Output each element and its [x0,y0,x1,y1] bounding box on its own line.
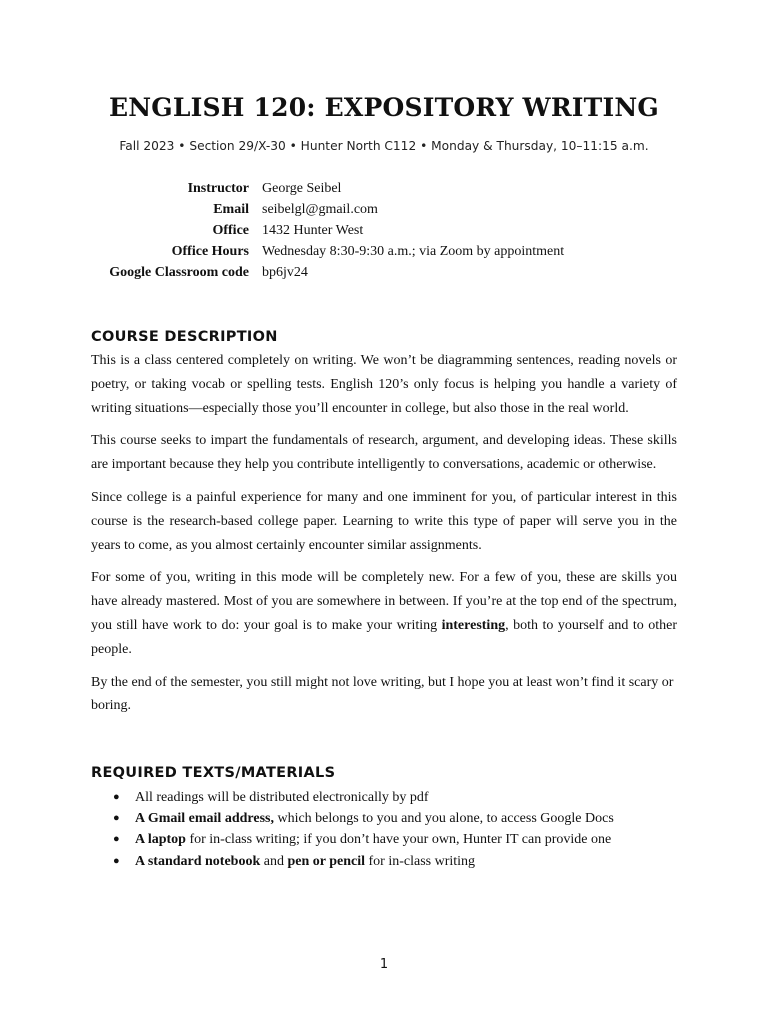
bullet-icon: ● [113,812,120,825]
list-item-bold: pen or pencil [287,853,366,869]
course-description-heading: COURSE DESCRIPTION [91,329,278,345]
required-texts-heading: REQUIRED TEXTS/MATERIALS [91,765,336,781]
info-label: Office [212,223,249,238]
info-row-classroom-code [0,262,564,283]
list-item-text: and [260,853,288,869]
instructor-info-table [0,178,564,283]
info-value: 1432 Hunter West [262,223,364,238]
list-item [113,787,614,808]
bullet-icon: ● [113,854,120,867]
bullet-icon: ● [113,833,120,846]
list-item-text: which belongs to you and you alone, to access Google Docs [273,811,614,827]
info-value: seibelgl@gmail.com [262,202,378,217]
description-paragraph-4 [91,566,677,661]
document-title: ENGLISH 120: EXPOSITORY WRITING [109,93,659,122]
info-value: George Seibel [262,181,342,196]
info-row-instructor [0,178,564,199]
list-item-text: for in-class writing [365,853,476,869]
info-label: Instructor [187,181,249,196]
list-item [113,851,614,872]
list-item-text: All readings will be distributed electronically by pdf [135,790,429,805]
list-item-text: for in-class writing; if you don’t have your own, Hunter IT can provide one [185,832,612,848]
description-paragraph-3: Since college is a painful experience for many and one imminent for you, of particular interest in this course is the research-based college paper. Learning to write this type of paper will serve you in the years to come, as you almost certainly encounter similar assignments. [91,489,677,553]
course-subtitle: Fall 2023 • Section 29/X-30 • Hunter North C112 • Monday & Thursday, 10–11:15 a.m. [119,139,649,153]
description-paragraph-2: This course seeks to impart the fundamentals of research, argument, and developing ideas. These skills are important because they help you contribute intelligently to conversations, academic or otherwise. [91,433,677,473]
list-item-bold: A standard notebook [135,853,261,869]
description-paragraph-5: By the end of the semester, you still might not love writing, but I hope you at least won’t find it scary or boring. [91,674,674,714]
list-item [113,829,614,850]
list-item-bold: A laptop [135,832,186,848]
info-label: Office Hours [171,244,249,259]
info-row-office-hours [0,241,564,262]
bullet-icon: ● [113,791,120,803]
materials-list [113,787,614,872]
info-value: bp6jv24 [262,265,308,280]
info-value: Wednesday 8:30-9:30 a.m.; via Zoom by appointment [262,244,565,259]
description-paragraph-1: This is a class centered completely on writing. We won’t be diagramming sentences, reading novels or poetry, or taking vocab or spelling tests. English 120’s only focus is helping you handle a variety of writing situations—especially those you’ll encounter in college, but also those in the real world. [91,353,677,416]
course-description-body [91,349,677,727]
paragraph-text: For some of you, writing in this mode will be completely new. For a few of you, these are skills you have already mastered. Most of you are somewhere in between. If you’re at the top end of the spectrum, you still have work to do: your goal is to make your writing [91,570,677,633]
info-row-office [0,220,564,241]
list-item [113,808,614,829]
paragraph-text: , both to yourself and to other people. [91,617,677,657]
info-label: Google Classroom code [109,265,249,280]
emphasis-text: interesting [441,617,506,633]
info-label: Email [213,202,249,217]
info-row-email [0,199,564,220]
page-number: 1 [379,957,389,972]
list-item-bold: A Gmail email address, [135,811,274,827]
